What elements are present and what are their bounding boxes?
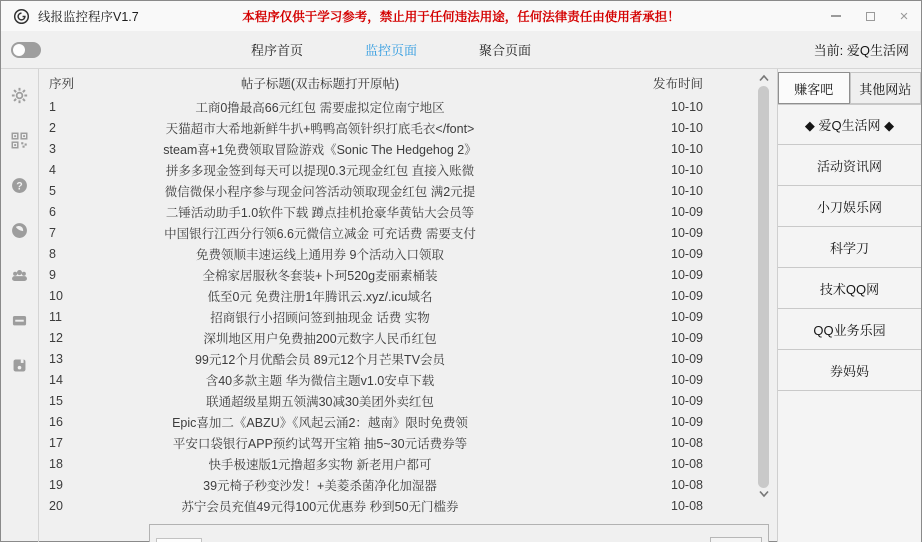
col-header-time: 发布时间	[652, 76, 703, 91]
table-row[interactable]	[39, 390, 755, 411]
toggle-knob	[13, 44, 25, 56]
post-table-area	[39, 69, 777, 542]
row-seq: 4	[49, 162, 56, 177]
table-row[interactable]	[39, 117, 755, 138]
table-row[interactable]	[39, 264, 755, 285]
row-title-link[interactable]: steam喜+1免费领取冒险游戏《Sonic The Hedgehog 2》	[163, 142, 477, 157]
row-seq: 9	[49, 267, 56, 282]
row-publish-time: 10-09	[671, 372, 703, 387]
site-button-3[interactable]: 小刀娱乐网	[778, 186, 921, 227]
row-seq: 14	[49, 372, 63, 387]
row-publish-time: 10-08	[671, 456, 703, 471]
scrollbar-thumb[interactable]	[758, 86, 769, 488]
nav-tab-2[interactable]: 监控页面	[365, 43, 418, 58]
site-button-6[interactable]: QQ业务乐园	[778, 309, 921, 350]
site-button-5[interactable]: 技术QQ网	[778, 268, 921, 309]
table-row[interactable]	[39, 411, 755, 432]
row-publish-time: 10-09	[671, 225, 703, 240]
row-title-link[interactable]: 招商银行小招顾问签到抽现金 话费 实物	[210, 310, 430, 325]
site-button-7[interactable]: 券妈妈	[778, 350, 921, 391]
row-seq: 15	[49, 393, 63, 408]
row-publish-time: 10-10	[671, 120, 703, 135]
col-header-seq: 序列	[49, 76, 75, 91]
row-title-link[interactable]: 天猫超市大希地新鲜牛扒+鸭鸭高领针织打底毛衣</font>	[165, 121, 475, 136]
row-seq: 13	[49, 351, 63, 366]
table-row[interactable]	[39, 495, 755, 516]
row-seq: 6	[49, 204, 56, 219]
table-row[interactable]	[39, 306, 755, 327]
row-seq: 2	[49, 120, 56, 135]
row-publish-time: 10-10	[671, 99, 703, 114]
row-seq: 8	[49, 246, 56, 261]
nav-tab-1[interactable]: 程序首页	[251, 43, 304, 58]
row-publish-time: 10-09	[671, 267, 703, 282]
row-title-link[interactable]: Epic喜加二《ABZU》《风起云涌2：越南》限时免费领	[172, 415, 468, 430]
table-row[interactable]	[39, 327, 755, 348]
nav-bar	[1, 31, 921, 69]
bottom-button[interactable]	[710, 537, 762, 542]
row-publish-time: 10-10	[671, 183, 703, 198]
svg-text:?: ?	[16, 180, 23, 193]
table-header	[39, 69, 755, 96]
row-seq: 19	[49, 477, 63, 492]
row-publish-time: 10-09	[671, 309, 703, 324]
row-title-link[interactable]: 99元12个月优酷会员 89元12个月芒果TV会员	[194, 352, 446, 367]
row-seq: 7	[49, 225, 56, 240]
table-row[interactable]	[39, 201, 755, 222]
app-title: 线报监控程序V1.7	[38, 10, 139, 24]
help-icon[interactable]	[11, 177, 28, 199]
row-seq: 20	[49, 498, 63, 513]
power-toggle[interactable]	[11, 42, 41, 58]
table-row[interactable]	[39, 159, 755, 180]
row-title-link[interactable]: 低至0元 免费注册1年腾讯云.xyz/.icu域名	[207, 289, 433, 304]
row-seq: 10	[49, 288, 63, 303]
table-body	[39, 96, 755, 516]
row-publish-time: 10-09	[671, 414, 703, 429]
save-icon[interactable]	[11, 357, 28, 379]
sidebar-tab-1[interactable]: 赚客吧	[778, 72, 850, 104]
row-title-link[interactable]: 联通超级星期五领满30减30美团外卖红包	[206, 394, 434, 409]
row-title-link[interactable]: 中国银行江西分行领6.6元微信立减金 可充话费 需要支付	[164, 226, 476, 241]
card-icon[interactable]	[11, 312, 28, 334]
site-button-4[interactable]: 科学刀	[778, 227, 921, 268]
gear-icon[interactable]	[11, 87, 28, 109]
table-row[interactable]	[39, 285, 755, 306]
table-row[interactable]	[39, 453, 755, 474]
table-row[interactable]	[39, 348, 755, 369]
row-seq: 11	[49, 309, 62, 324]
row-publish-time: 10-10	[671, 141, 703, 156]
row-seq: 18	[49, 456, 63, 471]
row-publish-time: 10-08	[671, 477, 703, 492]
window-controls	[819, 1, 921, 31]
close-icon[interactable]: ×	[899, 7, 909, 25]
site-list	[778, 104, 921, 391]
row-title-link[interactable]: 全棉家居服秋冬套装+卜珂520g麦丽素桶装	[202, 268, 438, 283]
row-publish-time: 10-09	[671, 204, 703, 219]
row-publish-time: 10-10	[671, 162, 703, 177]
row-title-link[interactable]: 二锤活动助手1.0软件下载 蹲点挂机抢豪华黄钻大会员等	[165, 205, 475, 220]
content-area	[1, 69, 921, 542]
row-title-link[interactable]: 苏宁会员充值49元得100元优惠券 秒到50无门槛券	[181, 499, 459, 514]
row-publish-time: 10-09	[671, 351, 703, 366]
maximize-icon[interactable]	[853, 1, 887, 31]
app-logo-icon	[13, 8, 30, 25]
users-icon[interactable]	[11, 267, 28, 289]
bottom-panel	[149, 524, 769, 542]
row-publish-time: 10-09	[671, 393, 703, 408]
row-seq: 16	[49, 414, 63, 429]
row-publish-time: 10-08	[671, 435, 703, 450]
sidebar-tabs	[778, 69, 921, 104]
row-publish-time: 10-09	[671, 246, 703, 261]
globe-icon[interactable]	[11, 222, 28, 244]
table-row[interactable]	[39, 369, 755, 390]
row-seq: 3	[49, 141, 56, 156]
table-row[interactable]	[39, 474, 755, 495]
row-title-link[interactable]: 快手极速版1元撸超多实物 新老用户都可	[208, 457, 432, 472]
table-scrollbar[interactable]	[757, 72, 770, 517]
table-row[interactable]	[39, 243, 755, 264]
site-button-2[interactable]: 活动资讯网	[778, 145, 921, 186]
col-header-title: 帖子标题(双击标题打开原帖)	[240, 76, 400, 91]
scroll-down-icon[interactable]	[757, 488, 770, 500]
row-publish-time: 10-09	[671, 330, 703, 345]
scroll-up-icon[interactable]	[757, 72, 770, 84]
sidebar-tab-2[interactable]: 其他网站	[850, 72, 922, 104]
row-title-link[interactable]: 平安口袋银行APP预约试驾开宝箱 抽5~30元话费券等	[172, 436, 468, 451]
table-row[interactable]	[39, 96, 755, 117]
row-title-link[interactable]: 39元椅子秒变沙发！+美菱杀菌净化加湿器	[203, 478, 437, 493]
row-title-link[interactable]: 工商0撸最高66元红包 需要虚拟定位南宁地区	[195, 100, 445, 115]
table-row[interactable]	[39, 222, 755, 243]
page-tabs	[251, 31, 531, 68]
sidebar-empty-area	[778, 391, 921, 542]
row-seq: 1	[49, 99, 56, 114]
row-seq: 5	[49, 183, 56, 198]
table-row[interactable]	[39, 432, 755, 453]
row-title-link[interactable]: 拼多多现金签到每天可以提现0.3元现金红包 直接入账微	[165, 163, 475, 178]
row-title-link[interactable]: 含40多款主题 华为微信主题v1.0安卓下载	[205, 373, 435, 388]
site-button-1[interactable]: ◆ 爱Q生活网 ◆	[778, 104, 921, 145]
row-publish-time: 10-08	[671, 498, 703, 513]
titlebar	[1, 1, 921, 31]
row-seq: 17	[49, 435, 63, 450]
table-row[interactable]	[39, 138, 755, 159]
row-seq: 12	[49, 330, 63, 345]
minimize-icon[interactable]	[819, 1, 853, 31]
site-sidebar	[777, 69, 921, 542]
left-toolbar	[1, 69, 39, 542]
row-title-link[interactable]: 微信微保小程序参与现金问答活动领取现金红包 满2元提	[164, 184, 476, 199]
qr-code-icon[interactable]	[11, 132, 28, 154]
current-site-label: 当前: 爱Q生活网	[813, 43, 909, 58]
warning-text: 本程序仅供于学习参考，禁止用于任何违法用途，任何法律责任由使用者承担！	[242, 10, 680, 24]
bottom-input[interactable]	[156, 538, 202, 542]
row-title-link[interactable]: 免费领顺丰速运线上通用券 9个活动入口领取	[196, 247, 444, 262]
nav-tab-3[interactable]: 聚合页面	[479, 43, 532, 58]
table-row[interactable]	[39, 180, 755, 201]
row-publish-time: 10-09	[671, 288, 703, 303]
row-title-link[interactable]: 深圳地区用户免费抽200元数字人民币红包	[203, 331, 437, 346]
